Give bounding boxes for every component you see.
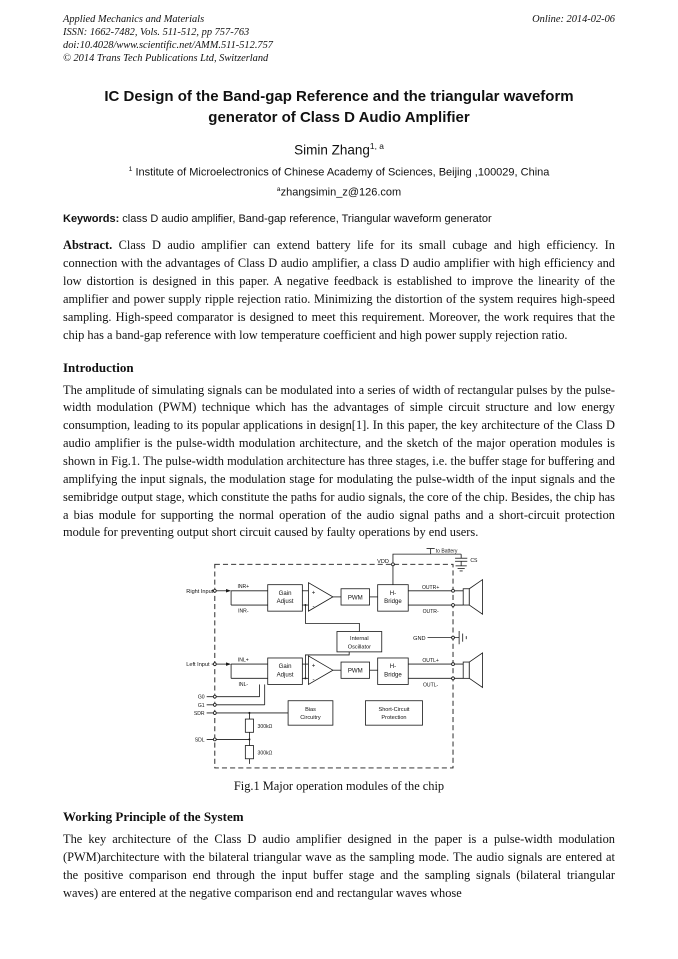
author-superscript: 1, a xyxy=(369,140,384,151)
right-input-label: Right Input xyxy=(186,589,214,596)
affiliation-text: Institute of Microelectronics of Chinese Academy of Sciences, Beijing ,100029, China xyxy=(132,166,550,179)
author-name: Simin Zhang xyxy=(294,142,370,158)
journal-title: Applied Mechanics and Materials xyxy=(63,14,205,25)
affiliation-line xyxy=(63,166,615,179)
control-section xyxy=(207,685,423,764)
oscillator-label1: Internal xyxy=(350,636,369,643)
introduction-heading: Introduction xyxy=(63,359,134,375)
speaker-left-cone xyxy=(469,653,482,688)
bias-circuitry-box xyxy=(288,701,333,725)
inl-minus-label: INL- xyxy=(238,682,249,689)
adjust-label-right: Adjust xyxy=(276,598,294,606)
speaker-right-cone xyxy=(469,580,482,615)
vdd-label: VDD xyxy=(377,559,389,566)
paper-title: IC Design of the Band-gap Reference and the triangular waveform generator of Class D Audio Amplifier xyxy=(104,87,574,126)
h-bridge-label1-left: H- xyxy=(389,663,397,671)
comparator-minus-left: - xyxy=(312,676,315,684)
oscillator-label2: Oscillator xyxy=(347,644,371,651)
short-circuit-label2: Protection xyxy=(381,715,407,722)
outl-minus-label: OUTL- xyxy=(422,682,439,689)
online-date: Online: 2014-02-06 xyxy=(532,14,615,25)
email-line xyxy=(63,186,615,199)
inr-plus-label: INR+ xyxy=(237,584,250,591)
abstract-paragraph xyxy=(63,237,615,344)
journal-info xyxy=(63,14,273,66)
speaker-left-coil xyxy=(463,662,469,678)
abstract-label: Abstract. xyxy=(63,238,113,253)
email-superscript: a xyxy=(276,185,281,193)
sdr-label: SDR xyxy=(193,711,205,718)
outr-minus-label: OUTR- xyxy=(422,609,439,616)
gain-label-right: Gain xyxy=(278,590,292,598)
inl-plus-label: INL+ xyxy=(237,657,249,664)
left-input-label: Left Input xyxy=(186,662,210,669)
h-bridge-label2-left: Bridge xyxy=(384,671,402,679)
left-input-arrowhead xyxy=(226,663,231,666)
chip-boundary xyxy=(215,565,453,769)
cs-label: CS xyxy=(470,558,478,565)
journal-header xyxy=(63,14,615,66)
comparator-minus-right: - xyxy=(312,603,315,611)
bias-label1: Bias xyxy=(305,707,316,714)
outl-plus-label: OUTL+ xyxy=(422,658,439,665)
to-battery-label: to Battery xyxy=(435,548,458,555)
pwm-label-left: PWM xyxy=(347,668,363,676)
author-line xyxy=(63,141,615,158)
bias-label2: Circuitry xyxy=(300,715,321,722)
inr-minus-label: INR- xyxy=(238,608,249,615)
short-circuit-protection-box xyxy=(365,701,422,725)
h-bridge-label1-right: H- xyxy=(389,590,397,598)
working-principle-paragraph: The key architecture of the Class D audio amplifier designed in the paper is a pulse-width modulation (PWM)architecture with the bilateral triangular wave as the sampling mode. The audio signals are entered at the positive comparison end through the input buffer stage and the sampling signals (bilateral triangular waves) are entered at the negative comparison end and rectangular waves whose xyxy=(63,832,615,900)
comparator-plus-left: + xyxy=(311,662,316,670)
speaker-right-coil xyxy=(463,589,469,605)
h-bridge-label2-right: Bridge xyxy=(384,598,402,606)
abstract-text: Class D audio amplifier can extend battery life for its small cubage and high efficiency. In connection with the advantages of Class D audio amplifier, a class D audio amplifier with high efficiency and low distortion is designed in this paper. A negative feedback is established to improve the linearity of the amplifier and power supply ripple rejection ratio. Minimizing the distortion of the system requires high-speed sampling. High-speed comparator is designed to meet this requirement. Moreover, the work requires that the chip has a band-gap reference with low temperature coefficient and high power supply rejection ratio. xyxy=(63,238,615,342)
keywords-label: Keywords: xyxy=(63,213,120,226)
adjust-label-left: Adjust xyxy=(276,671,294,679)
comparator-plus-right: + xyxy=(311,589,316,597)
short-circuit-label1: Short-Circuit xyxy=(378,707,410,714)
journal-doi: doi:10.4028/www.scientific.net/AMM.511-512.757 xyxy=(63,39,273,51)
gnd-section xyxy=(428,631,467,644)
figure-caption: Fig.1 Major operation modules of the chip xyxy=(233,779,445,794)
affiliation-superscript: 1 xyxy=(128,166,133,174)
figure-1 xyxy=(63,546,615,794)
resistor-1-label: 300kΩ xyxy=(257,724,273,731)
keywords-line xyxy=(63,213,615,225)
keywords-text: class D audio amplifier, Band-gap reference, Triangular waveform generator xyxy=(119,213,492,226)
g1-label: G1 xyxy=(197,703,205,710)
gain-label-left: Gain xyxy=(278,663,292,671)
sdl-label: SDL xyxy=(194,737,205,744)
email-text: zhangsimin_z@126.com xyxy=(280,186,402,199)
resistor-2 xyxy=(245,746,253,759)
introduction-paragraph: The amplitude of simulating signals can be modulated into a series of width of rectangular pulses by the pulse-width modulation (PWM) technique which has the advantages of simple circuit structure and low energy consumption, leading to its popular applications in design[1]. In this paper, the key architecture of the Class D audio amplifier is the pulse-width modulation architecture, and the sketch of the major operation modules is shown in Fig.1. The pulse-width modulation architecture has three stages, i.e. the buffer stage for buffering and amplifying the input signals, the modulation stage for modulating the pulse-width of the input signals and the semibridge output stage, which constitute the paths for audio signals, the core of the chip. Besides, the chip has a bias module for supporting the normal operation of the audio signal paths and a short-circuit protection module for preventing output short circuit caused by faulty operations by end users. xyxy=(63,382,615,540)
gnd-label: GND xyxy=(413,636,426,643)
journal-issn: ISSN: 1662-7482, Vols. 511-512, pp 757-763 xyxy=(63,26,250,38)
resistor-2-label: 300kΩ xyxy=(257,750,273,757)
g0-label: G0 xyxy=(197,694,205,701)
pwm-label-right: PWM xyxy=(347,594,363,602)
journal-copyright: © 2014 Trans Tech Publications Ltd, Switzerland xyxy=(63,52,269,64)
right-input-arrowhead xyxy=(226,589,231,592)
figure-diagram xyxy=(186,546,492,772)
outr-plus-label: OUTR+ xyxy=(421,585,440,592)
working-principle-heading: Working Principle of the System xyxy=(63,809,244,825)
resistor-1 xyxy=(245,719,253,732)
